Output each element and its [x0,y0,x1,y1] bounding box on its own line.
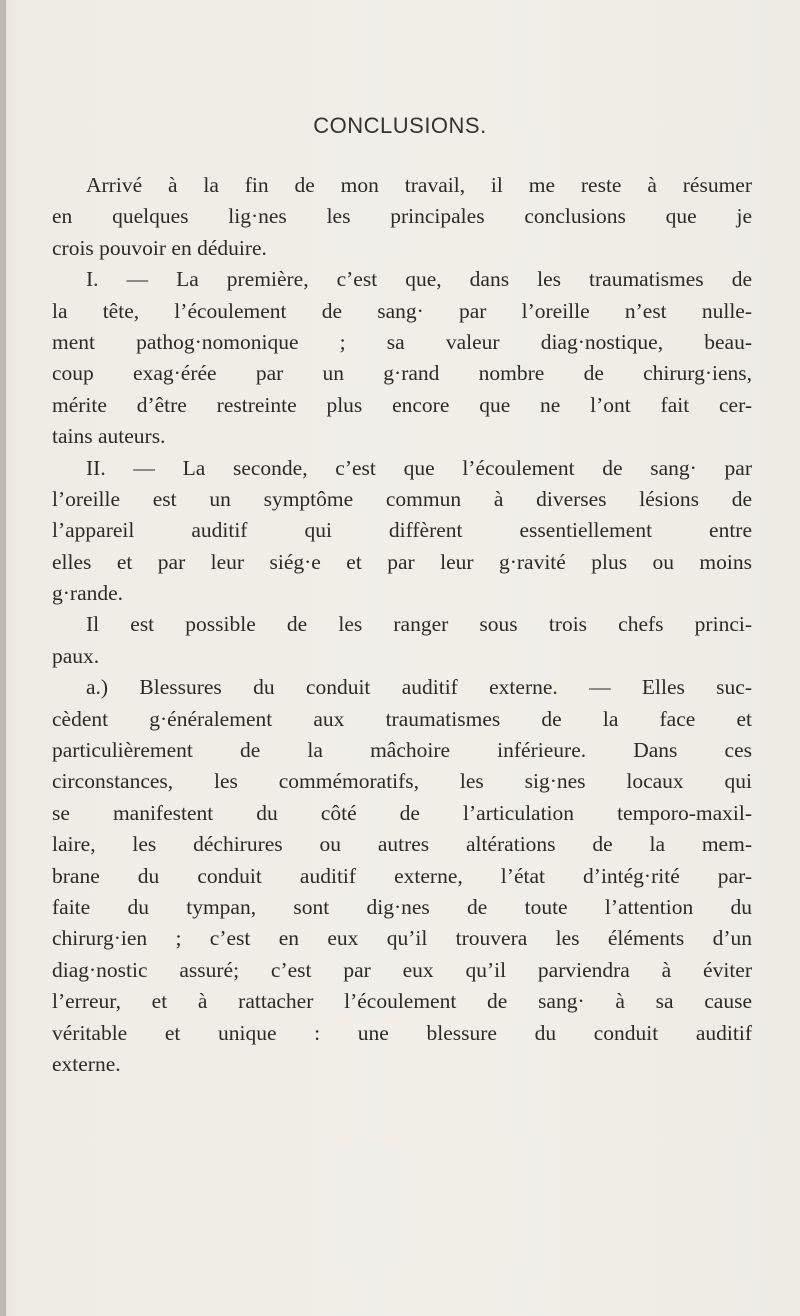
text-line: en quelques lig·nes les principales conclusions que je [52,204,752,229]
text-line: laire, les déchirures ou autres altérations de la mem- [52,832,752,857]
body-text [52,170,752,1080]
text-line: elles et par leur siég·e et par leur g·ravité plus ou moins [52,549,752,574]
text-line: coup exag·érée par un g·rand nombre de chirurg·iens, [52,361,752,386]
page-edge [0,0,6,1316]
text-line: circonstances, les commémoratifs, les sig·nes locaux qui [52,769,752,794]
text-line: brane du conduit auditif externe, l’état d’intég·rité par- [52,863,752,888]
text-line: ment pathog·nomonique ; sa valeur diag·nostique, beau- [52,329,752,354]
text-line: cèdent g·énéralement aux traumatismes de la face et [52,706,752,731]
text-line: II. — La seconde, c’est que l’écoulement de sang· par [86,455,752,480]
text-line: l’erreur, et à rattacher l’écoulement de sang· à sa cause [52,989,752,1014]
text-line: faite du tympan, sont dig·nes de toute l’attention du [52,894,752,919]
text-line: l’appareil auditif qui diffèrent essentiellement entre [52,518,752,543]
text-line: tains auteurs. [52,424,166,449]
text-line: paux. [52,643,100,668]
page-title: CONCLUSIONS. [313,113,487,138]
text-line: externe. [52,1051,121,1076]
text-line: Arrivé à la fin de mon travail, il me reste à résumer [86,173,752,197]
text-line: crois pouvoir en déduire. [52,235,267,260]
text-line: la tête, l’écoulement de sang· par l’oreille n’est nulle- [52,298,752,323]
text-line: Il est possible de les ranger sous trois chefs princi- [86,612,752,637]
text-line: diag·nostic assuré; c’est par eux qu’il parviendra à éviter [52,957,752,982]
text-line: véritable et unique : une blessure du conduit auditif [52,1020,752,1045]
text-line: particulièrement de la mâchoire inférieure. Dans ces [52,738,752,763]
text-line: I. — La première, c’est que, dans les traumatismes de [86,267,752,292]
text-line: chirurg·ien ; c’est en eux qu’il trouvera les éléments d’un [52,926,752,951]
text-line: a.) Blessures du conduit auditif externe. — Elles suc- [86,675,752,700]
text-line: mérite d’être restreinte plus encore que ne l’ont fait cer- [52,392,752,417]
text-line: l’oreille est un symptôme commun à diverses lésions de [52,486,752,511]
text-line: se manifestent du côté de l’articulation temporo-maxil- [52,800,752,825]
text-line: g·rande. [52,581,124,606]
